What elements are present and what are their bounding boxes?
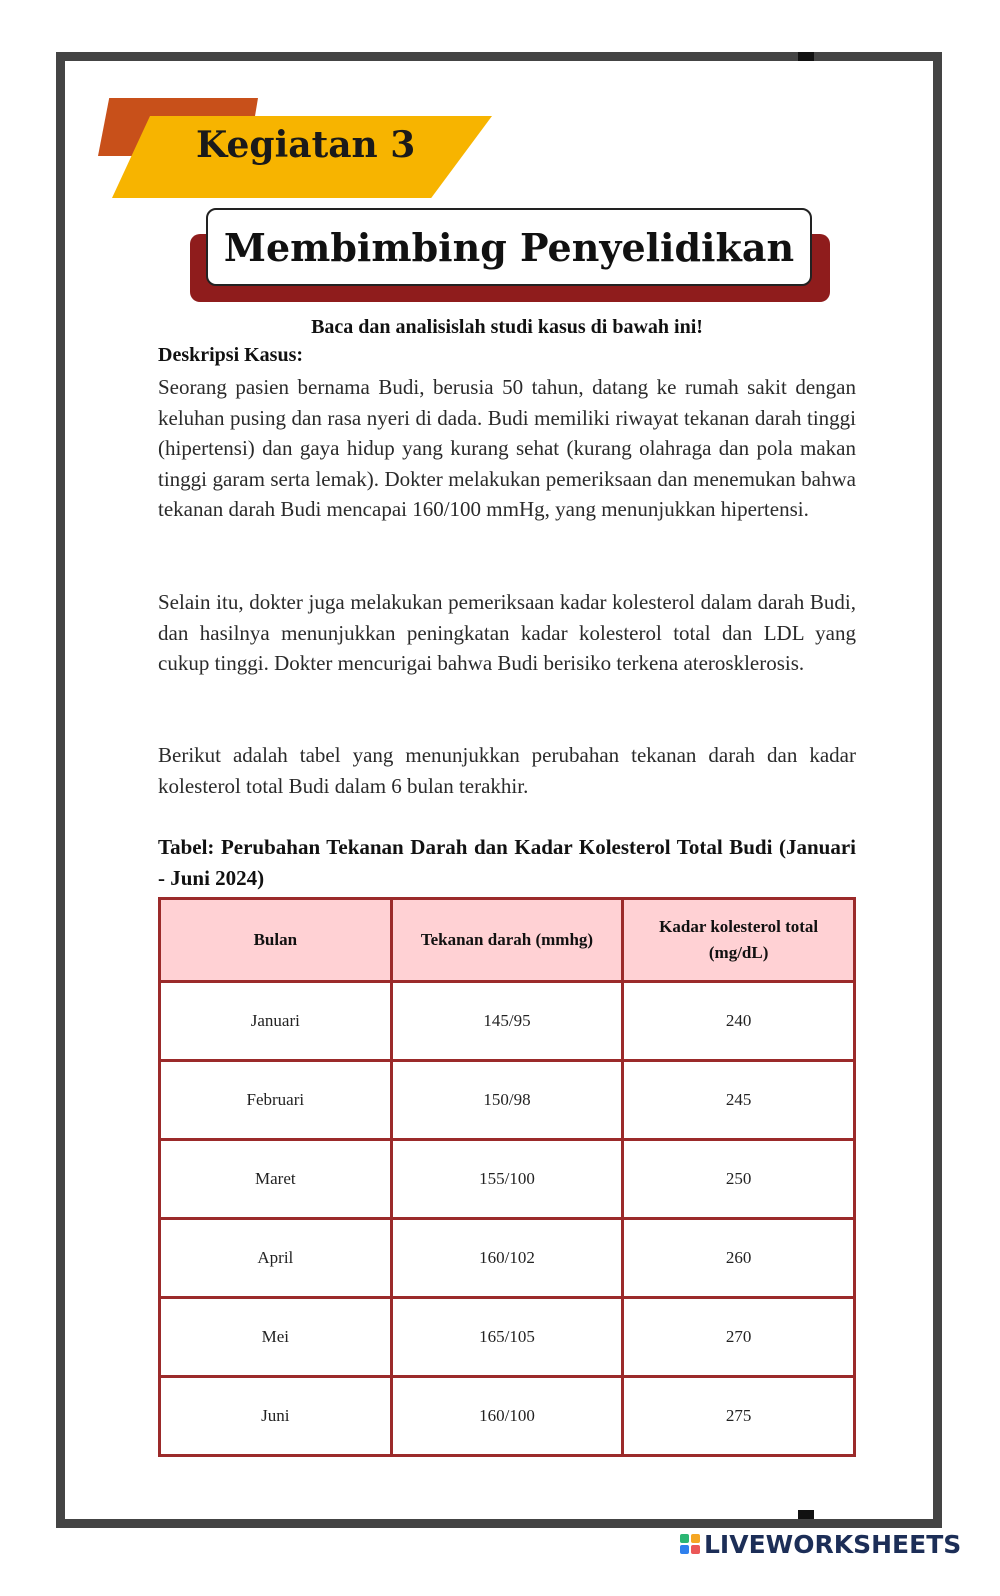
description-label: Deskripsi Kasus: [158, 344, 304, 366]
cell-cholesterol: 240 [623, 982, 855, 1061]
table-row [160, 1298, 855, 1377]
table-header-row [160, 899, 855, 982]
table-row [160, 1377, 855, 1456]
cell-cholesterol: 245 [623, 1061, 855, 1140]
case-paragraph-1: Seorang pasien bernama Budi, berusia 50 tahun, datang ke rumah sakit dengan keluhan pusing dan rasa nyeri di dada. Budi memiliki riwayat tekanan darah tinggi (hipertensi) dan gaya hidup yang kurang sehat (kurang olahraga dan pola makan tinggi garam serta lemak). Dokter melakukan pemeriksaan dan menemukan bahwa tekanan darah Budi mencapai 160/100 mmHg, yang menunjukkan hipertensi. [158, 375, 856, 522]
data-table [158, 897, 856, 1457]
frame-notch-top [798, 52, 814, 61]
case-paragraph-3: Berikut adalah tabel yang menunjukkan perubahan tekanan darah dan kadar kolesterol total Budi dalam 6 bulan terakhir. [158, 743, 856, 798]
case-paragraph-2: Selain itu, dokter juga melakukan pemeriksaan kadar kolesterol dalam darah Budi, dan hasilnya menunjukkan peningkatan kadar kolesterol total dan LDL yang cukup tinggi. Dokter mencurigai bahwa Budi berisiko terkena aterosklerosis. [158, 590, 856, 676]
activity-title: Kegiatan 3 [196, 124, 416, 166]
cell-cholesterol: 260 [623, 1219, 855, 1298]
cell-blood-pressure: 145/95 [391, 982, 623, 1061]
liveworksheets-brand: LIVEWORKSHEETS [704, 1529, 962, 1559]
cell-blood-pressure: 165/105 [391, 1298, 623, 1377]
header-kolesterol: Kadar kolesterol total (mg/dL) [623, 899, 855, 982]
cell-month: April [160, 1219, 392, 1298]
liveworksheets-logo-icon [680, 1534, 700, 1554]
cell-blood-pressure: 155/100 [391, 1140, 623, 1219]
cell-blood-pressure: 150/98 [391, 1061, 623, 1140]
instruction-text: Baca dan analisislah studi kasus di bawah ini! [311, 316, 703, 338]
liveworksheets-logo[interactable] [680, 1526, 961, 1562]
header-bulan: Bulan [160, 899, 392, 982]
frame-notch-bottom [798, 1510, 814, 1519]
cell-cholesterol: 250 [623, 1140, 855, 1219]
table-row [160, 982, 855, 1061]
header-tekanan-darah: Tekanan darah (mmhg) [391, 899, 623, 982]
cell-blood-pressure: 160/102 [391, 1219, 623, 1298]
cell-blood-pressure: 160/100 [391, 1377, 623, 1456]
cell-cholesterol: 275 [623, 1377, 855, 1456]
table-row [160, 1061, 855, 1140]
section-title: Membimbing Penyelidikan [223, 224, 795, 270]
cell-cholesterol: 270 [623, 1298, 855, 1377]
section-title-box [206, 208, 812, 286]
cell-month: Juni [160, 1377, 392, 1456]
cell-month: Maret [160, 1140, 392, 1219]
table-row [160, 1219, 855, 1298]
table-row [160, 1140, 855, 1219]
cell-month: Mei [160, 1298, 392, 1377]
cell-month: Januari [160, 982, 392, 1061]
cell-month: Februari [160, 1061, 392, 1140]
table-caption: Tabel: Perubahan Tekanan Darah dan Kadar Kolesterol Total Budi (Januari - Juni 2024) [158, 835, 856, 890]
